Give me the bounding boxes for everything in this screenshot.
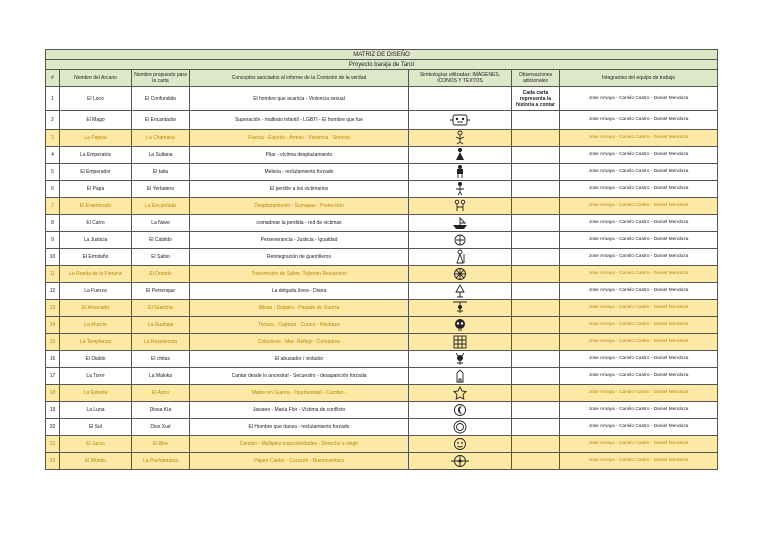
proposed-name: Diosa Kía — [132, 402, 190, 419]
matrix-title: MATRIZ DE DISEÑO — [46, 50, 718, 60]
arcano-name: El Papa — [60, 181, 132, 198]
arcano-name: La Rueda de la Fortuna — [60, 266, 132, 283]
proposed-name: La Sultana — [132, 147, 190, 164]
grid-pattern-icon — [410, 334, 510, 350]
arcano-name: El Mago — [60, 111, 132, 130]
observations-cell — [512, 402, 560, 419]
symbol-cell — [409, 181, 512, 198]
observations-cell — [512, 453, 560, 470]
team-members-cell: Jose Amaya - Camilo Castro - Daniel Mendoza — [560, 181, 718, 198]
proposed-name: La Encantada — [132, 198, 190, 215]
proposed-name: La Chamana — [132, 130, 190, 147]
proposed-name: El Yerbatero — [132, 181, 190, 198]
mask-face-icon — [410, 112, 510, 128]
proposed-name: La Maloka — [132, 368, 190, 385]
row-number: 21 — [46, 436, 60, 453]
symbol-cell — [409, 300, 512, 317]
row-number: 14 — [46, 317, 60, 334]
symbol-cell — [409, 215, 512, 232]
row-number: 7 — [46, 198, 60, 215]
observations-cell — [512, 249, 560, 266]
symbol-cell — [409, 249, 512, 266]
proposed-name: La Nave — [132, 215, 190, 232]
row-number: 11 — [46, 266, 60, 283]
table-row — [46, 385, 718, 402]
row-number: 17 — [46, 368, 60, 385]
concepts-cell: Pájaro Cantor - Corazón - Buenaventura — [190, 453, 409, 470]
team-members-cell: Jose Amaya - Camilo Castro - Daniel Mendoza — [560, 402, 718, 419]
concepts-cell: Minas - Disparo - Pasado de Guerra — [190, 300, 409, 317]
symbol-cell — [409, 198, 512, 215]
observations-cell — [512, 334, 560, 351]
proposed-name: El taita — [132, 164, 190, 181]
header-symbology: Simbologías utilizadas: IMÁGENES, ICONOS Y TEXTOS — [409, 70, 512, 87]
symbol-cell — [409, 436, 512, 453]
arcano-name: El Ermitaño — [60, 249, 132, 266]
arcano-name: La Papisa — [60, 130, 132, 147]
arcano-name: El Juicio — [60, 436, 132, 453]
arcano-name: El Ahorcado — [60, 300, 132, 317]
concepts-cell: Perseverancia - Justicia - Igualdad — [190, 232, 409, 249]
team-members-cell: Jose Amaya - Camilo Castro - Daniel Mendoza — [560, 215, 718, 232]
team-members-cell: Jose Amaya - Camilo Castro - Daniel Mendoza — [560, 232, 718, 249]
concepts-cell: Cantar desde lo ancestral - Secuestro - desaparición forzada — [190, 368, 409, 385]
table-row — [46, 351, 718, 368]
row-number: 13 — [46, 300, 60, 317]
proposed-name: El Sabio — [132, 249, 190, 266]
concepts-cell: Superación - maltrato infantil - LGBTI - El hombre que fue — [190, 111, 409, 130]
observations-cell — [512, 385, 560, 402]
proposed-name: La Resistencia — [132, 334, 190, 351]
concepts-cell: La delgada línea - Diana — [190, 283, 409, 300]
row-number: 3 — [46, 130, 60, 147]
concepts-cell: comadrear la perdida - red de victimas — [190, 215, 409, 232]
observations-cell — [512, 317, 560, 334]
wheel-icon — [410, 266, 510, 282]
sun-icon — [410, 419, 510, 435]
observations-cell — [512, 232, 560, 249]
arcano-name: El Carro — [60, 215, 132, 232]
arcano-name: El Mundo — [60, 453, 132, 470]
symbol-cell — [409, 130, 512, 147]
observations-cell — [512, 215, 560, 232]
symbol-cell — [409, 87, 512, 111]
row-number: 18 — [46, 385, 60, 402]
row-number: 8 — [46, 215, 60, 232]
concepts-cell: Madre en Guerra - Oportunidad - Cambio - — [190, 385, 409, 402]
row-number: 12 — [46, 283, 60, 300]
row-number: 6 — [46, 181, 60, 198]
header-proposed-name: Nombre propuesto para la carta — [132, 70, 190, 87]
header-observations: Observaciones adicionales — [512, 70, 560, 87]
team-members-cell: Jose Amaya - Camilo Castro - Daniel Mendoza — [560, 368, 718, 385]
symbol-cell — [409, 334, 512, 351]
table-row — [46, 87, 718, 111]
header-row — [46, 70, 718, 87]
observations-cell — [512, 130, 560, 147]
concepts-cell: El hombre que acaricia - Violencia sexual — [190, 87, 409, 111]
observations-cell — [512, 111, 560, 130]
observations-cell — [512, 283, 560, 300]
proposed-name: El Bire — [132, 436, 190, 453]
observations-cell — [512, 419, 560, 436]
moon-icon — [410, 402, 510, 418]
arcano-name: La Templanza — [60, 334, 132, 351]
table-row — [46, 402, 718, 419]
arcano-name: La Muerte — [60, 317, 132, 334]
proposed-name: El Güeicha — [132, 300, 190, 317]
symbol-cell — [409, 368, 512, 385]
concepts-cell: El abusador / violador — [190, 351, 409, 368]
proposed-name: El Confundido — [132, 87, 190, 111]
arcano-name: El Enamorado — [60, 198, 132, 215]
row-number: 22 — [46, 453, 60, 470]
team-members-cell: Jose Amaya - Camilo Castro - Daniel Mendoza — [560, 317, 718, 334]
table-row — [46, 334, 718, 351]
scales-figure-icon — [410, 232, 510, 248]
symbol-cell — [409, 266, 512, 283]
concepts-cell: Tortura - Captura - Cursor - Rechazo — [190, 317, 409, 334]
arcano-name: El Loco — [60, 87, 132, 111]
header-arcano: Nombre del Arcano — [60, 70, 132, 87]
man-figure-icon — [410, 164, 510, 180]
team-members-cell: Jose Amaya - Camilo Castro - Daniel Mendoza — [560, 164, 718, 181]
proposed-name: El Astro — [132, 385, 190, 402]
row-number: 19 — [46, 402, 60, 419]
header-number: # — [46, 70, 60, 87]
symbol-cell — [409, 351, 512, 368]
table-row — [46, 198, 718, 215]
concepts-cell: Pilar - víctima desplazamiento — [190, 147, 409, 164]
observations-cell — [512, 351, 560, 368]
proposed-name: El chitas — [132, 351, 190, 368]
table-row — [46, 368, 718, 385]
header-team: Integrantes del equipo de trabajo — [560, 70, 718, 87]
concepts-cell: El Hombre que danza - reclutamiento forzado — [190, 419, 409, 436]
team-members-cell: Jose Amaya - Camilo Castro - Daniel Mendoza — [560, 351, 718, 368]
concepts-cell: Camión - Multiples masculinidades - Derecho a elegir — [190, 436, 409, 453]
arcano-name: El Sol — [60, 419, 132, 436]
proposed-name: El Dorado — [132, 266, 190, 283]
world-circle-icon — [410, 453, 510, 469]
team-members-cell: Jose Amaya - Camilo Castro - Daniel Mendoza — [560, 87, 718, 111]
symbol-cell — [409, 402, 512, 419]
table-row — [46, 164, 718, 181]
symbol-cell — [409, 385, 512, 402]
symbol-cell — [409, 283, 512, 300]
observations-cell — [512, 181, 560, 198]
concepts-cell: Fuerza - Espíritu - Armas - Violencia - Sonrisa — [190, 130, 409, 147]
team-members-cell: Jose Amaya - Camilo Castro - Daniel Mendoza — [560, 419, 718, 436]
observations-cell — [512, 147, 560, 164]
table-row — [46, 130, 718, 147]
table-row — [46, 266, 718, 283]
row-number: 5 — [46, 164, 60, 181]
arcano-name: La Justicia — [60, 232, 132, 249]
concepts-cell: Meleria - reclutamiento forzado — [190, 164, 409, 181]
table-row — [46, 215, 718, 232]
arcano-name: La Emperatriz — [60, 147, 132, 164]
observations-cell — [512, 266, 560, 283]
table-row — [46, 317, 718, 334]
table-row — [46, 453, 718, 470]
concepts-cell: Transmisión de Saber, Tejiendo Recuerdos — [190, 266, 409, 283]
team-members-cell: Jose Amaya - Camilo Castro - Daniel Mendoza — [560, 385, 718, 402]
sage-figure-icon — [410, 249, 510, 265]
team-members-cell: Jose Amaya - Camilo Castro - Daniel Mendoza — [560, 453, 718, 470]
design-matrix-table — [45, 49, 718, 470]
concepts-cell: Colectivos - Mar- Reflejo - Comadreo — [190, 334, 409, 351]
table-row — [46, 283, 718, 300]
table-row — [46, 436, 718, 453]
devil-figure-icon — [410, 351, 510, 367]
skull-icon — [410, 317, 510, 333]
team-members-cell: Jose Amaya - Camilo Castro - Daniel Mendoza — [560, 436, 718, 453]
symbol-cell — [409, 317, 512, 334]
observations-cell — [512, 198, 560, 215]
symbol-cell — [409, 453, 512, 470]
table-row — [46, 232, 718, 249]
symbol-cell — [409, 111, 512, 130]
arcano-name: La Fuerza — [60, 283, 132, 300]
table-row — [46, 147, 718, 164]
lovers-figure-icon — [410, 198, 510, 214]
table-row — [46, 111, 718, 130]
proposed-name: La Guahaia — [132, 317, 190, 334]
row-number: 1 — [46, 87, 60, 111]
tower-icon — [410, 368, 510, 384]
symbol-cell — [409, 419, 512, 436]
row-number: 15 — [46, 334, 60, 351]
observations-cell — [512, 368, 560, 385]
table-row — [46, 249, 718, 266]
row-number: 20 — [46, 419, 60, 436]
table-row — [46, 300, 718, 317]
herbalist-figure-icon — [410, 181, 510, 197]
team-members-cell: Jose Amaya - Camilo Castro - Daniel Mendoza — [560, 198, 718, 215]
woman-figure-icon — [410, 147, 510, 163]
team-members-cell: Jose Amaya - Camilo Castro - Daniel Mendoza — [560, 266, 718, 283]
table-row — [46, 419, 718, 436]
team-members-cell: Jose Amaya - Camilo Castro - Daniel Mendoza — [560, 111, 718, 130]
concepts-cell: Reintegración de guerrilleros — [190, 249, 409, 266]
table-row — [46, 181, 718, 198]
symbol-cell — [409, 164, 512, 181]
observations-cell — [512, 164, 560, 181]
ship-icon — [410, 215, 510, 231]
symbol-cell — [409, 147, 512, 164]
concepts-cell: El perdón a los victimarios — [190, 181, 409, 198]
row-number: 16 — [46, 351, 60, 368]
shaman-figure-icon — [410, 130, 510, 146]
arcano-name: El Diablo — [60, 351, 132, 368]
proposed-name: El Perrenque — [132, 283, 190, 300]
concepts-cell: Jaisane - María Flor - Víctima de conflicto — [190, 402, 409, 419]
proposed-name: Dios Xué — [132, 419, 190, 436]
team-members-cell: Jose Amaya - Camilo Castro - Daniel Mendoza — [560, 283, 718, 300]
symbol-cell — [409, 232, 512, 249]
row-number: 4 — [46, 147, 60, 164]
proposed-name: El Encantador — [132, 111, 190, 130]
team-members-cell: Jose Amaya - Camilo Castro - Daniel Mendoza — [560, 334, 718, 351]
arcano-name: El Emperador — [60, 164, 132, 181]
arcano-name: La Estrella — [60, 385, 132, 402]
team-members-cell: Jose Amaya - Camilo Castro - Daniel Mendoza — [560, 147, 718, 164]
project-subtitle: Proyecto baraja de Tarot — [46, 60, 718, 70]
face-icon — [410, 436, 510, 452]
observations-cell — [512, 436, 560, 453]
team-members-cell: Jose Amaya - Camilo Castro - Daniel Mendoza — [560, 249, 718, 266]
star-figure-icon — [410, 385, 510, 401]
proposed-name: La Pachamama — [132, 453, 190, 470]
concepts-cell: Desplazamiento - Sumapaz - Protección — [190, 198, 409, 215]
header-concepts: Conceptos asociados al informe de la Comisión de la verdad — [190, 70, 409, 87]
arrow-figure-icon — [410, 283, 510, 299]
team-members-cell: Jose Amaya - Camilo Castro - Daniel Mendoza — [560, 300, 718, 317]
observations-cell: Cada carta representa la historia a contar — [512, 87, 560, 111]
hanged-figure-icon — [410, 300, 510, 316]
team-members-cell: Jose Amaya - Camilo Castro - Daniel Mendoza — [560, 130, 718, 147]
row-number: 9 — [46, 232, 60, 249]
observations-cell — [512, 300, 560, 317]
row-number: 2 — [46, 111, 60, 130]
proposed-name: El Cabildo — [132, 232, 190, 249]
arcano-name: La Torre — [60, 368, 132, 385]
row-number: 10 — [46, 249, 60, 266]
arcano-name: La Luna — [60, 402, 132, 419]
